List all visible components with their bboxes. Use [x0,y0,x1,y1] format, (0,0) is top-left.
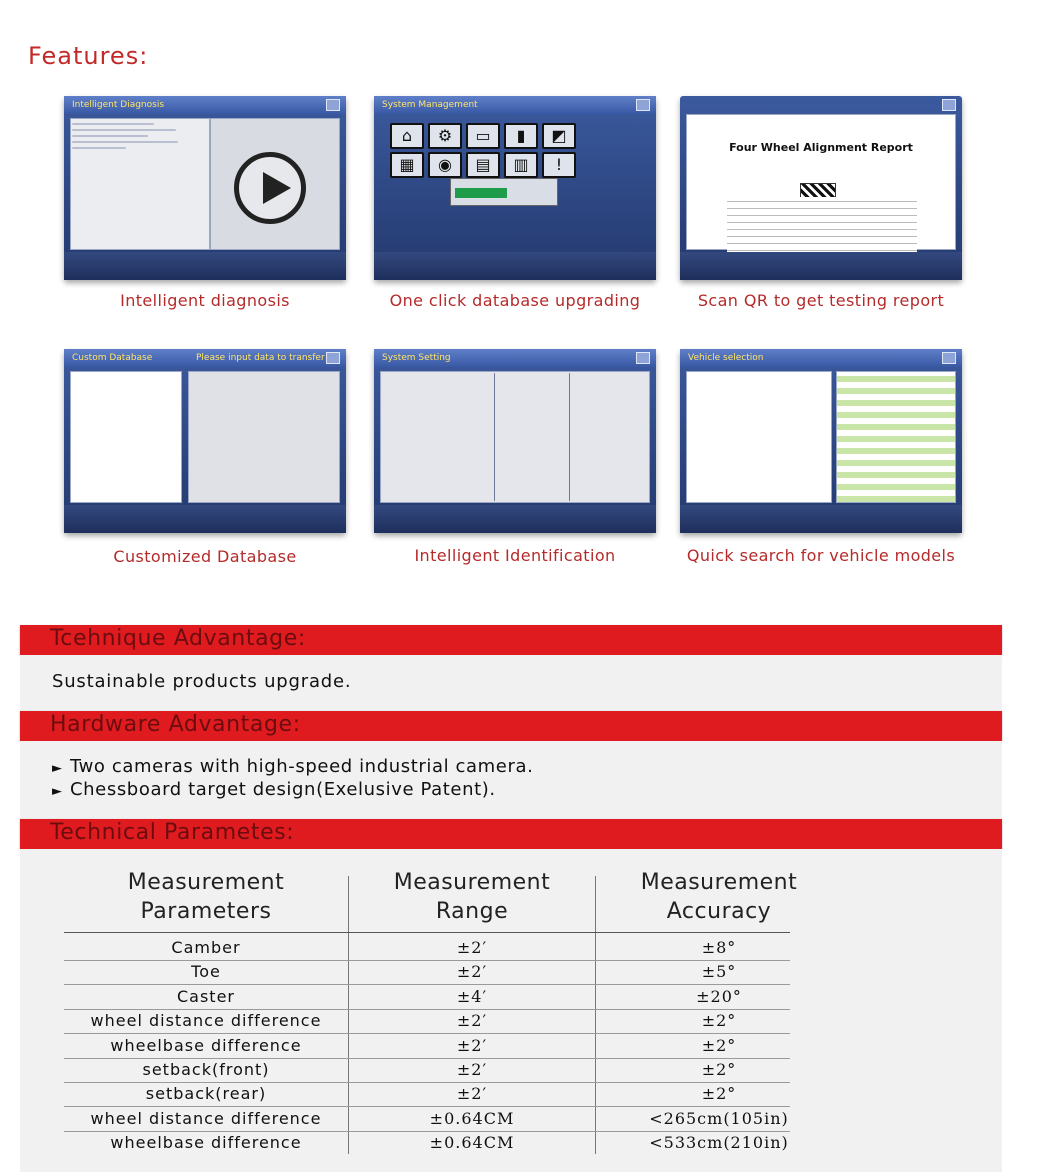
caption-intelligent-diagnosis: Intelligent diagnosis [120,291,290,310]
screen-title: System Setting [374,349,656,367]
database-list [70,371,182,503]
progress-fill [455,188,507,198]
caption-custom-database: Customized Database [113,547,297,566]
measurement-range: ±2′ [456,1035,488,1055]
log-line [72,123,154,125]
report-title: Four Wheel Alignment Report [729,141,913,154]
column-divider [348,876,349,1154]
parameter-name: setback(rear) [145,1084,267,1104]
system-management-screenshot [374,96,656,280]
home-icon: ⌂ [390,123,424,149]
report-page [686,114,956,250]
warning-icon: ! [542,152,576,178]
bullet-icon: ► [52,761,63,776]
measurement-accuracy: ±2° [701,1035,737,1055]
measurement-range: ±2′ [456,1060,488,1079]
row-rule [64,1058,790,1059]
row-rule [64,960,790,961]
row-rule [64,1082,790,1083]
screen-footer [680,252,962,280]
measurement-range: ±2′ [456,1084,488,1104]
dialog-title: Please input data to transfer [188,349,346,367]
technique-heading: Tcehnique Advantage: [50,626,306,651]
custom-database-screenshot [64,349,346,533]
column-header-accuracy: Measurement Accuracy [640,870,798,924]
row-rule [64,1131,790,1132]
screen-footer [64,252,346,280]
hardware-item: ► Two cameras with high-speed industrial camera. [52,756,534,777]
screen-title: Vehicle selection [680,349,962,367]
log-line [72,147,126,149]
chessboard-icon: ▦ [390,152,424,178]
log-line [72,129,176,131]
eraser-icon: ◩ [542,123,576,149]
screen-title: Intelligent Diagnosis [64,96,346,114]
measurement-accuracy: ±20° [696,986,742,1006]
screen-title: System Management [374,96,656,114]
monitor-icon: ▭ [466,123,500,149]
row-rule [64,984,790,985]
intelligent-diagnosis-screenshot [64,96,346,280]
vehicle-selection-screenshot [680,349,962,533]
technique-text: Sustainable products upgrade. [52,671,352,692]
transfer-dialog [188,371,340,503]
parameter-name: Toe [191,962,221,982]
measurement-range: ±0.64CM [429,1133,515,1153]
database-icon: ▥ [504,152,538,178]
measurement-accuracy: ±8° [701,938,737,957]
hardware-item: ► Chessboard target design(Exelusive Patent). [52,779,496,800]
settings-panel [380,371,650,503]
window-control-icon [942,99,956,111]
measurement-range: ±2′ [456,938,488,957]
measurement-accuracy: ±2° [701,1011,737,1031]
row-rule [64,1106,790,1107]
technique-heading-band [20,625,1002,655]
features-title: Features: [28,42,149,70]
caption-qr-report: Scan QR to get testing report [697,291,945,310]
measurement-accuracy: ±2° [701,1060,737,1079]
tool-icon: ▮ [504,123,538,149]
window-control-icon [326,352,340,364]
measurement-accuracy: ±5° [701,962,737,982]
measurement-range: ±2′ [456,1011,488,1031]
window-control-icon [636,99,650,111]
parameter-name: wheelbase difference [110,1035,302,1055]
measurement-range: ±4′ [456,986,488,1006]
screen-footer [374,505,656,533]
parameter-name: setback(front) [142,1060,270,1079]
hardware-heading-band [20,711,1002,741]
header-rule [64,932,790,933]
column-header-range: Measurement Range [393,870,551,924]
settings-divider [494,373,495,501]
measurement-accuracy: <533cm(210in) [649,1133,789,1153]
parameter-name: wheel distance difference [90,1011,322,1031]
screen-footer [680,505,962,533]
hardware-heading: Hardware Advantage: [50,712,301,737]
manufacturer-list [686,371,832,503]
spec-table [836,371,956,503]
window-control-icon [942,352,956,364]
parameter-name: Camber [171,938,241,957]
gear-icon: ⚙ [428,123,462,149]
measurement-accuracy: ±2° [701,1084,737,1104]
column-header-parameters: Measurement Parameters [127,870,285,924]
screen-content [70,118,210,250]
screen-footer [374,252,656,280]
report-screenshot [680,96,962,280]
screen-title: Custom Database [64,349,346,367]
parameter-name: Caster [176,986,235,1006]
bullet-icon: ► [52,784,63,799]
caption-vehicle-search: Quick search for vehicle models [686,546,956,565]
play-icon [234,152,306,224]
screen-footer [64,505,346,533]
camera-search-icon: ◉ [428,152,462,178]
log-line [72,141,178,143]
window-control-icon [326,99,340,111]
upgrade-progress-dialog [450,178,558,206]
parameter-name: wheelbase difference [110,1133,302,1153]
technical-heading: Technical Parametes: [50,820,295,845]
measurement-range: ±0.64CM [429,1108,515,1128]
measurement-accuracy: <265cm(105in) [649,1108,789,1128]
technical-heading-band [20,819,1002,849]
settings-divider [569,373,570,501]
system-setting-screenshot [374,349,656,533]
row-rule [64,1033,790,1034]
caption-intelligent-identification: Intelligent Identification [414,546,616,565]
parameter-name: wheel distance difference [90,1108,322,1128]
window-control-icon [636,352,650,364]
row-rule [64,1009,790,1010]
caption-database-upgrading: One click database upgrading [389,291,641,310]
log-line [72,135,148,137]
file-icon: ▤ [466,152,500,178]
measurement-range: ±2′ [456,962,488,982]
